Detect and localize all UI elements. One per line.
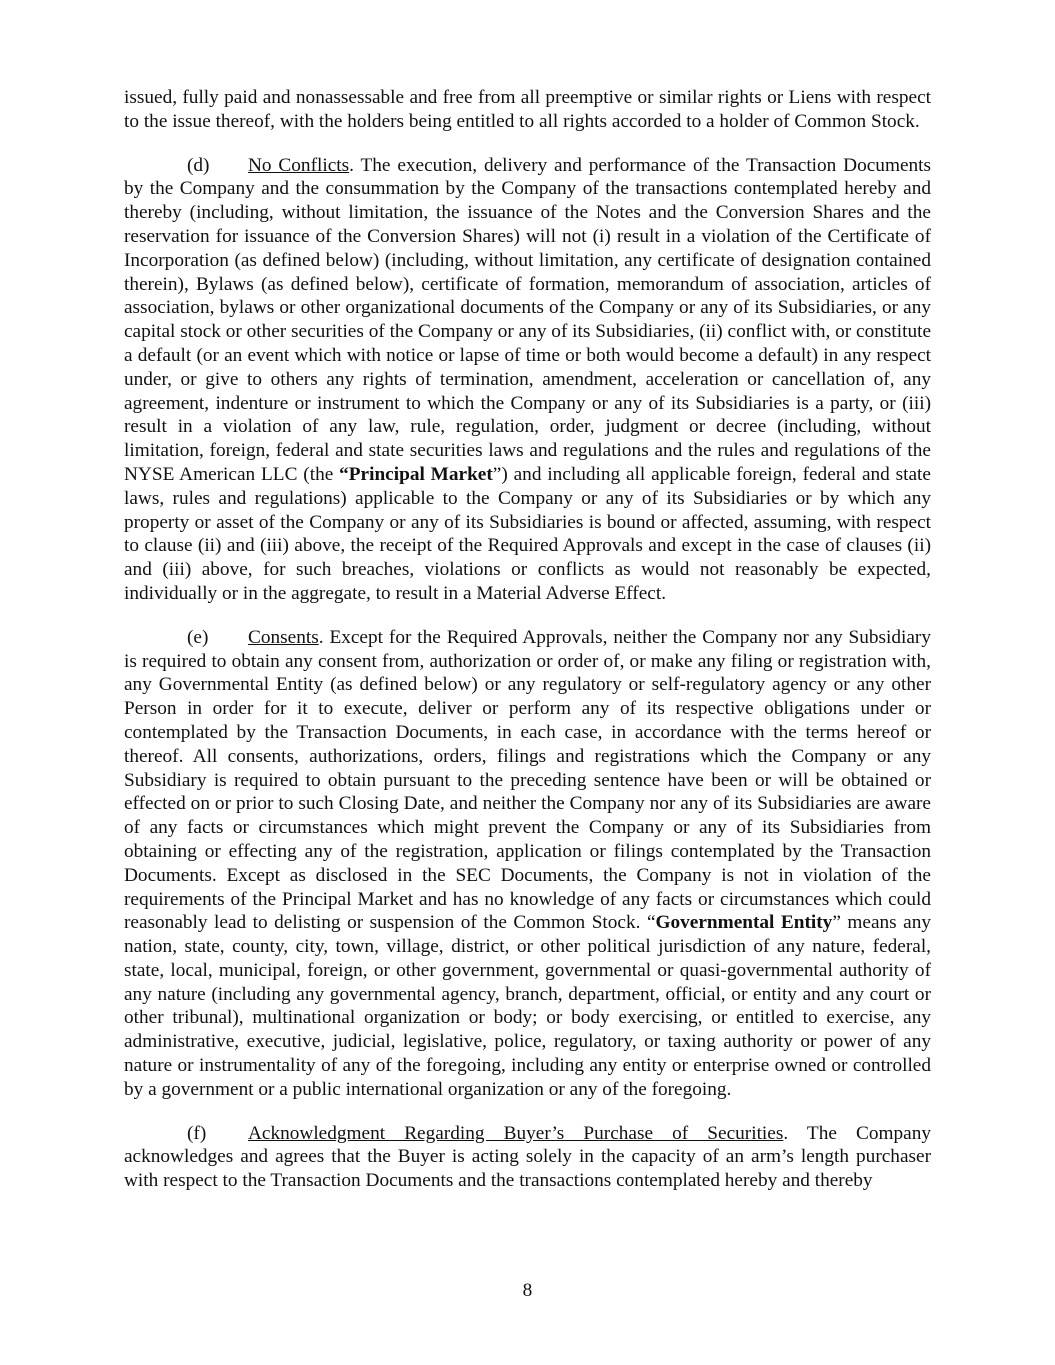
section-marker: (e) <box>187 626 209 648</box>
section-heading: No Conflicts <box>248 154 350 176</box>
section-marker: (f) <box>187 1122 207 1144</box>
section-d-no-conflicts <box>124 154 931 606</box>
section-heading: Consents <box>248 626 319 648</box>
defined-term: Governmental Entity <box>655 912 833 934</box>
paragraph-text: issued, fully paid and nonassessable and free from all preemptive or similar rights or Liens with respect to the issue thereof, with the holders being entitled to all rights accorded to a holder of Common Stock. <box>124 87 931 132</box>
section-marker: (d) <box>187 154 210 176</box>
section-f-acknowledgment <box>124 1122 931 1193</box>
section-text: . The Company acknowledges and agrees that the Buyer is acting solely in the capacity of an arm’s length purchaser with respect to the Transaction Documents and the transactions contemplated hereby and thereby <box>124 1122 931 1192</box>
page-number: 8 <box>522 1280 533 1301</box>
document-page <box>124 86 931 1213</box>
paragraph-c-continued <box>124 86 931 134</box>
section-heading: Acknowledgment Regarding Buyer’s Purchase of Securities <box>248 1122 784 1144</box>
section-e-consents <box>124 626 931 1102</box>
defined-term: “Principal Market <box>339 463 493 485</box>
section-text: ”) and including all applicable foreign, federal and state laws, rules and regulations) applicable to the Company or any of its Subsidiaries or by which any property or asset of the Company or any of its Subsidiaries is bound or affected, assuming, with respect to clause (ii) and (iii) above, the receipt of the Required Approvals and except in the case of clauses (ii) and (iii) above, for such breaches, violations or conflicts as would not reasonably be expected, individually or in the aggregate, to result in a Material Adverse Effect. <box>124 463 931 604</box>
section-text: ” means any nation, state, county, city, town, village, district, or other political jurisdiction of any nature, federal, state, local, municipal, foreign, or other government, governmental or quasi-governmental authority of any nature (including any governmental agency, branch, department, official, or entity and any court or other tribunal), multinational organization or body; or body exercising, or entitled to exercise, any administrative, executive, judicial, legislative, police, regulatory, or taxing authority or power of any nature or instrumentality of any of the foregoing, including any entity or enterprise owned or controlled by a government or a public international organization or any of the foregoing. <box>124 912 932 1100</box>
section-text: . The execution, delivery and performance of the Transaction Documents by the Company and the consummation by the Company of the transactions contemplated hereby and thereby (including, without limitation, the issuance of the Notes and the Conversion Shares and the reservation for issuance of the Conversion Shares) will not (i) result in a violation of the Certificate of Incorporation (as defined below) (including, without limitation, any certificate of designation contained therein), Bylaws (as defined below), certificate of formation, memorandum of association, articles of association, bylaws or other organizational documents of the Company or any of its Subsidiaries, or any capital stock or other securities of the Company or any of its Subsidiaries, (ii) conflict with, or constitute a default (or an event which with notice or lapse of time or both would become a default) in any respect under, or give to others any rights of termination, amendment, acceleration or cancellation of, any agreement, indenture or instrument to which the Company or any of its Subsidiaries is a party, or (iii) result in a violation of any law, rule, regulation, order, judgment or decree (including, without limitation, foreign, federal and state securities laws and regulations and the rules and regulations of the NYSE American LLC (the <box>124 154 931 485</box>
section-text: . Except for the Required Approvals, neither the Company nor any Subsidiary is required to obtain any consent from, authorization or order of, or make any filing or registration with, any Governmental Entity (as defined below) or any regulatory or self-regulatory agency or any other Person in order for it to execute, deliver or perform any of its respective obligations under or contemplated by the Transaction Documents, in each case, in accordance with the terms hereof or thereof. All consents, authorizations, orders, filings and registrations which the Company or any Subsidiary is required to obtain pursuant to the preceding sentence have been or will be obtained or effected on or prior to such Closing Date, and neither the Company nor any of its Subsidiaries are aware of any facts or circumstances which might prevent the Company or any of its Subsidiaries from obtaining or effecting any of the registration, application or filings contemplated by the Transaction Documents. Except as disclosed in the SEC Documents, the Company is not in violation of the requirements of the Principal Market and has no knowledge of any facts or circumstances which could reasonably lead to delisting or suspension of the Common Stock. “ <box>124 626 931 934</box>
